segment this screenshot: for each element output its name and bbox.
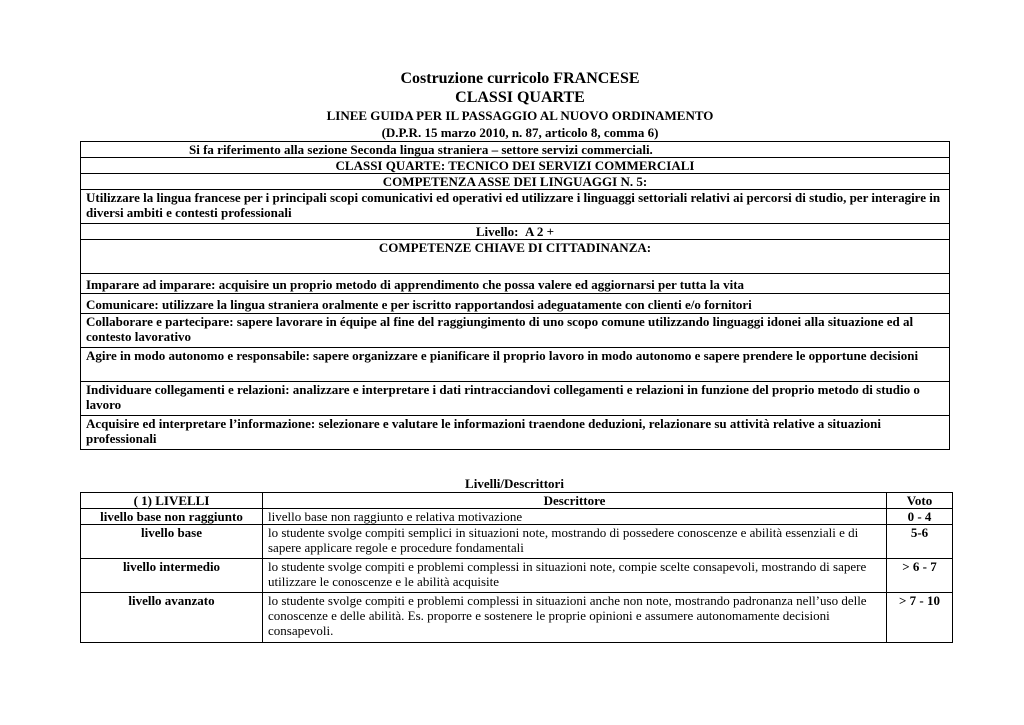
level-grade: > 7 - 10 xyxy=(887,593,953,643)
table-row xyxy=(81,348,950,382)
key-competence-cell: Comunicare: utilizzare la lingua straniera oralmente e per iscritto rapportandosi adeguatamente con clienti e/o fornitori xyxy=(81,294,950,314)
column-header-levels: ( 1) LIVELLI xyxy=(81,493,263,509)
table-row xyxy=(81,593,953,643)
table-row xyxy=(81,190,950,224)
table-row xyxy=(81,294,950,314)
document-subtitle: CLASSI QUARTE xyxy=(455,89,585,106)
table-row xyxy=(81,240,950,274)
level-grade: > 6 - 7 xyxy=(887,559,953,593)
table-row xyxy=(81,224,950,240)
levels-table xyxy=(80,492,953,643)
table-row xyxy=(81,509,953,525)
level-name: livello intermedio xyxy=(81,559,263,593)
key-competence-cell: Acquisire ed interpretare l’informazione: selezionare e valutare le informazioni traendone deduzioni, relazionare su attività relative a situazioni professionali xyxy=(81,416,950,450)
guide-line: LINEE GUIDA PER IL PASSAGGIO AL NUOVO ORDINAMENTO xyxy=(326,108,714,123)
competence-axis-cell: COMPETENZA ASSE DEI LINGUAGGI N. 5: xyxy=(81,174,950,190)
level-grade: 5-6 xyxy=(887,525,953,559)
table-row xyxy=(81,158,950,174)
competence-text-cell: Utilizzare la lingua francese per i principali scopi comunicativi ed operativi ed utilizzare i linguaggi settoriali relativi ai percorsi di studio, per interagire in diversi ambiti e contesti professionali xyxy=(81,190,950,224)
level-descriptor: lo studente svolge compiti e problemi complessi in situazioni note, compie scelte consapevoli, mostrando di sapere utilizzare le conoscenze e le abilità acquisite xyxy=(263,559,887,593)
level-descriptor: lo studente svolge compiti e problemi complessi in situazioni anche non note, mostrando padronanza nell’uso delle conoscenze e delle abilità. Es. proporre e sostenere le proprie opinioni e assumere autonomamente decisioni consapevoli. xyxy=(263,593,887,643)
key-competence-cell: Imparare ad imparare: acquisire un proprio metodo di apprendimento che possa valere ed aggiornarsi per tutta la vita xyxy=(81,274,950,294)
level-name: livello avanzato xyxy=(81,593,263,643)
column-header-grade: Voto xyxy=(887,493,953,509)
curriculum-table xyxy=(80,141,950,450)
document-title: Costruzione curricolo FRANCESE xyxy=(400,70,640,87)
level-value: A 2 + xyxy=(525,224,555,239)
level-cell xyxy=(81,224,950,240)
level-grade: 0 - 4 xyxy=(887,509,953,525)
table-row xyxy=(81,382,950,416)
classes-cell: CLASSI QUARTE: TECNICO DEI SERVIZI COMMERCIALI xyxy=(81,158,950,174)
table-row xyxy=(81,142,950,158)
level-name: livello base xyxy=(81,525,263,559)
key-competence-cell: Individuare collegamenti e relazioni: analizzare e interpretare i dati rintracciandovi collegamenti e relazioni in funzione del proprio metodo di studio o lavoro xyxy=(81,382,950,416)
table-header-row xyxy=(81,493,953,509)
key-competence-cell: Agire in modo autonomo e responsabile: sapere organizzare e pianificare il proprio lavoro in modo autonomo e sapere prendere le opportune decisioni xyxy=(81,348,950,382)
level-name: livello base non raggiunto xyxy=(81,509,263,525)
decree-reference: (D.P.R. 15 marzo 2010, n. 87, articolo 8, comma 6) xyxy=(381,125,659,140)
level-descriptor: lo studente svolge compiti semplici in situazioni note, mostrando di possedere conoscenze e abilità essenziali e di sapere applicare regole e procedure fondamentali xyxy=(263,525,887,559)
level-descriptor: livello base non raggiunto e relativa motivazione xyxy=(263,509,887,525)
table-row xyxy=(81,525,953,559)
reference-cell: Si fa riferimento alla sezione Seconda lingua straniera – settore servizi commerciali. xyxy=(81,142,950,158)
table-row xyxy=(81,314,950,348)
key-competences-title-cell: COMPETENZE CHIAVE DI CITTADINANZA: xyxy=(81,240,950,274)
table-row xyxy=(81,274,950,294)
column-header-descriptor: Descrittore xyxy=(263,493,887,509)
table-row xyxy=(81,174,950,190)
table-row xyxy=(81,559,953,593)
level-label: Livello: xyxy=(475,224,519,239)
table-row xyxy=(81,416,950,450)
levels-title: Livelli/Descrittori xyxy=(465,476,564,491)
key-competence-cell: Collaborare e partecipare: sapere lavorare in équipe al fine del raggiungimento di uno scopo comune utilizzando linguaggi idonei alla situazione ed al contesto lavorativo xyxy=(81,314,950,348)
